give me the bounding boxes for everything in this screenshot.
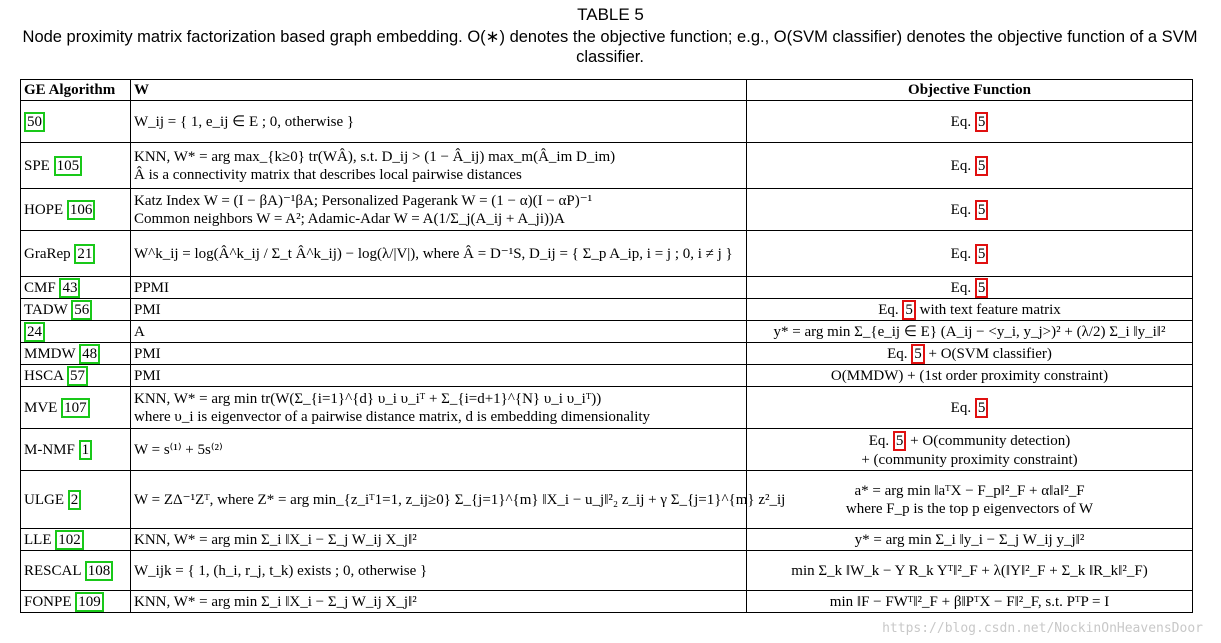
algorithm-cell: [21, 387, 131, 429]
table-row: [21, 299, 1193, 321]
w-cell: [131, 299, 747, 321]
table-row: [21, 231, 1193, 277]
w-formula: W_ij = { 1, e_ij ∈ E ; 0, otherwise }: [134, 113, 355, 130]
w-formula: KNN, W* = arg min Σ_i ‖X_i − Σ_j W_ij X_j‖²: [134, 593, 417, 610]
table-header-row: [21, 80, 1193, 101]
w-cell: [131, 231, 747, 277]
citation-link[interactable]: 57: [67, 366, 88, 386]
citation-link[interactable]: 106: [67, 200, 96, 220]
algorithm-name: HOPE: [24, 201, 67, 218]
citation-link[interactable]: 56: [71, 300, 92, 320]
header-w: W: [131, 80, 747, 101]
equation-link[interactable]: 5: [902, 300, 916, 320]
algorithm-name: ULGE: [24, 491, 68, 508]
w-formula: KNN, W* = arg max_{k≥0} tr(WÂ), s.t. D_ij > (1 − Â_ij) max_m(Â_im D_im): [134, 148, 616, 165]
algorithm-cell: [21, 551, 131, 591]
objective-text: a* = arg min ‖aᵀX − F_p‖²_F + α‖a‖²_F: [854, 482, 1085, 499]
w-formula: KNN, W* = arg min tr(W(Σ_{i=1}^{d} υ_i υ_iᵀ + Σ_{i=d+1}^{N} υ_i υ_iᵀ)): [134, 390, 602, 407]
header-algorithm: GE Algorithm: [21, 80, 131, 101]
algorithm-cell: [21, 321, 131, 343]
objective-text: Eq.: [950, 279, 975, 296]
objective-cell: [747, 591, 1193, 613]
algorithm-cell: [21, 471, 131, 529]
algorithm-name: HSCA: [24, 367, 67, 384]
objective-suffix: with text feature matrix: [915, 301, 1061, 318]
objective-text: Eq.: [878, 301, 903, 318]
w-formula: where υ_i is eigenvector of a pairwise distance matrix, d is embedding dimensionality: [134, 408, 651, 425]
table-row: [21, 321, 1193, 343]
algorithm-name: RESCAL: [24, 562, 85, 579]
objective-cell: [747, 299, 1193, 321]
objective-note: + (community proximity constraint): [861, 451, 1078, 468]
table-row: [21, 343, 1193, 365]
w-cell: [131, 365, 747, 387]
w-cell: [131, 343, 747, 365]
objective-text: O(MMDW) + (1st order proximity constraint): [830, 367, 1109, 384]
table-row: [21, 277, 1193, 299]
algorithm-cell: [21, 529, 131, 551]
algorithm-name: M-NMF: [24, 441, 79, 458]
header-objective: Objective Function: [747, 80, 1193, 101]
objective-cell: [747, 551, 1193, 591]
w-formula: KNN, W* = arg min Σ_i ‖X_i − Σ_j W_ij X_j‖²: [134, 531, 417, 548]
objective-suffix: + O(SVM classifier): [924, 345, 1052, 362]
equation-link[interactable]: 5: [893, 431, 907, 451]
algorithm-cell: [21, 277, 131, 299]
objective-cell: [747, 387, 1193, 429]
citation-link[interactable]: 105: [54, 156, 83, 176]
w-cell: [131, 591, 747, 613]
objective-cell: [747, 343, 1193, 365]
objective-text: Eq.: [950, 399, 975, 416]
table-caption: Node proximity matrix factorization based graph embedding. O(∗) denotes the objective function; e.g., O(SVM classifier) denotes the objective function of a SVM classifier.: [22, 28, 1198, 66]
w-formula: PPMI: [134, 279, 170, 296]
citation-link[interactable]: 2: [68, 490, 82, 510]
table-title: TABLE 5: [577, 5, 644, 24]
w-formula: PMI: [134, 301, 161, 318]
algorithm-cell: [21, 429, 131, 471]
citation-link[interactable]: 1: [79, 440, 93, 460]
objective-cell: [747, 529, 1193, 551]
equation-link[interactable]: 5: [911, 344, 925, 364]
objective-text: y* = arg min Σ_i ‖y_i − Σ_j W_ij y_j‖²: [854, 531, 1085, 548]
table-row: [21, 529, 1193, 551]
w-cell: [131, 189, 747, 231]
algorithm-cell: [21, 143, 131, 189]
algorithm-cell: [21, 231, 131, 277]
equation-link[interactable]: 5: [975, 112, 989, 132]
citation-link[interactable]: 43: [59, 278, 80, 298]
algorithm-cell: [21, 591, 131, 613]
table-row: [21, 365, 1193, 387]
objective-text: Eq.: [950, 113, 975, 130]
algorithm-cell: [21, 189, 131, 231]
objective-text: y* = arg min Σ_{e_ij ∈ E} (A_ij − <y_i, y_j>)² + (λ/2) Σ_i ‖y_i‖²: [773, 323, 1166, 340]
algorithm-name: MMDW: [24, 345, 80, 362]
equation-link[interactable]: 5: [975, 278, 989, 298]
w-cell: [131, 551, 747, 591]
w-cell: [131, 387, 747, 429]
algorithm-cell: [21, 343, 131, 365]
w-formula: W^k_ij = log(Â^k_ij / Σ_t Â^k_ij) − log(λ/|V|), where Â = D⁻¹S, D_ij = { Σ_p A_ip, i = j ; 0, i ≠ j }: [134, 245, 733, 262]
table-row: [21, 471, 1193, 529]
w-formula: A: [134, 323, 145, 340]
objective-cell: [747, 277, 1193, 299]
w-cell: [131, 101, 747, 143]
watermark: https://blog.csdn.net/NockinOnHeavensDoor: [882, 621, 1203, 636]
w-formula: Â is a connectivity matrix that describes local pairwise distances: [134, 166, 522, 183]
equation-link[interactable]: 5: [975, 156, 989, 176]
objective-cell: [747, 321, 1193, 343]
w-cell: [131, 529, 747, 551]
objective-cell: [747, 189, 1193, 231]
algorithm-cell: [21, 299, 131, 321]
w-cell: [131, 429, 747, 471]
w-formula: PMI: [134, 345, 161, 362]
objective-text: Eq.: [950, 157, 975, 174]
w-formula: Katz Index W = (I − βA)⁻¹βA; Personalized Pagerank W = (1 − α)(I − αP)⁻¹: [134, 192, 593, 209]
objective-cell: [747, 429, 1193, 471]
algorithm-name: FONPE: [24, 593, 76, 610]
citation-link[interactable]: 107: [61, 398, 90, 418]
w-formula: Common neighbors W = A²; Adamic-Adar W = A(1/Σ_j(A_ij + A_ji))A: [134, 210, 565, 227]
algorithm-name: MVE: [24, 399, 62, 416]
table-row: [21, 189, 1193, 231]
objective-cell: [747, 143, 1193, 189]
objective-note: where F_p is the top p eigenvectors of W: [845, 500, 1094, 517]
objective-text: Eq.: [950, 201, 975, 218]
w-formula: W_ijk = { 1, (h_i, r_j, t_k) exists ; 0, otherwise }: [134, 562, 428, 579]
objective-text: Eq.: [887, 345, 912, 362]
objective-cell: [747, 471, 1193, 529]
table-row: [21, 143, 1193, 189]
algorithm-cell: [21, 101, 131, 143]
equation-link[interactable]: 5: [975, 244, 989, 264]
objective-suffix: + O(community detection): [906, 432, 1071, 449]
table-row: [21, 551, 1193, 591]
citation-link[interactable]: 48: [79, 344, 100, 364]
citation-link[interactable]: 108: [85, 561, 114, 581]
w-formula: PMI: [134, 367, 161, 384]
citation-link[interactable]: 21: [74, 244, 95, 264]
objective-cell: [747, 365, 1193, 387]
w-cell: [131, 277, 747, 299]
citation-link[interactable]: 50: [24, 112, 45, 132]
w-formula: W = ZΔ⁻¹Zᵀ, where Z* = arg min_{z_iᵀ1=1, z_ij≥0} Σ_{j=1}^{m} ‖X_i − u_j‖²₂ z_ij + γ Σ_{j=1}^{m} z²_ij: [134, 491, 786, 508]
algorithm-name: GraRep: [24, 245, 75, 262]
equation-link[interactable]: 5: [975, 398, 989, 418]
objective-text: min ‖F − FWᵀ‖²_F + β‖PᵀX − F‖²_F, s.t. PᵀP = I: [829, 593, 1110, 610]
objective-cell: [747, 231, 1193, 277]
algorithm-name: LLE: [24, 531, 56, 548]
w-formula: W = s⁽¹⁾ + 5s⁽²⁾: [134, 441, 223, 458]
algorithm-name: SPE: [24, 157, 54, 174]
algorithm-name: TADW: [24, 301, 72, 318]
objective-text: Eq.: [950, 245, 975, 262]
table-row: [21, 387, 1193, 429]
algorithm-name: CMF: [24, 279, 60, 296]
w-cell: [131, 471, 786, 529]
objective-text: min Σ_k ‖W_k − Y R_k Yᵀ‖²_F + λ(‖Y‖²_F + Σ_k ‖R_k‖²_F): [791, 562, 1148, 579]
equation-link[interactable]: 5: [975, 200, 989, 220]
objective-cell: [747, 101, 1193, 143]
objective-text: Eq.: [868, 432, 893, 449]
citation-link[interactable]: 24: [24, 322, 45, 342]
w-cell: [131, 321, 747, 343]
table-row: [21, 591, 1193, 613]
table-row: [21, 429, 1193, 471]
citation-link[interactable]: 102: [55, 530, 84, 550]
graph-embedding-table: [20, 79, 1193, 613]
algorithm-cell: [21, 365, 131, 387]
table-row: [21, 101, 1193, 143]
citation-link[interactable]: 109: [75, 592, 104, 612]
w-cell: [131, 143, 747, 189]
